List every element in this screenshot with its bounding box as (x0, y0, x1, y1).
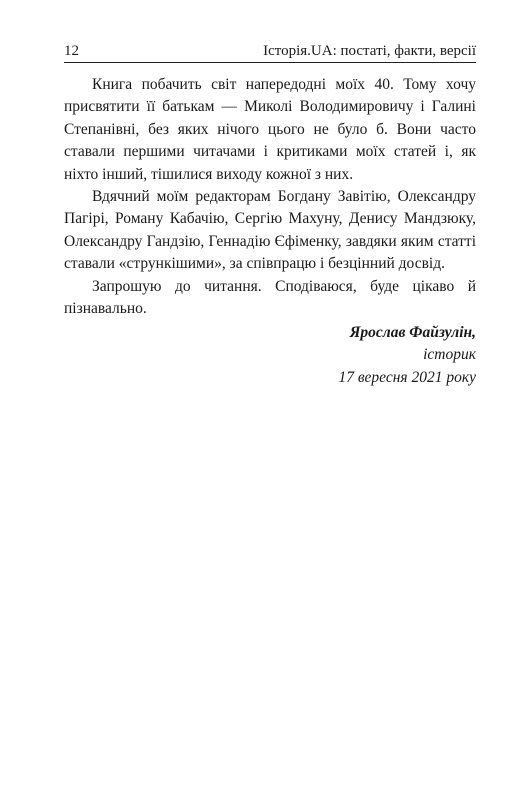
signature-block (176, 322, 476, 389)
running-title: Історія.UA: постаті, факти, версії (263, 43, 476, 59)
paragraph-invitation: Запрошую до читання. Сподіваюся, буде цікаво й пізнавально. (64, 277, 476, 318)
author-name: Ярослав Файзулін, (349, 324, 476, 341)
author-title: історик (423, 346, 476, 364)
body-text (64, 74, 476, 320)
running-header (64, 40, 476, 63)
signature-date: 17 вересня 2021 року (338, 368, 476, 386)
page-number: 12 (64, 43, 79, 59)
paragraph-dedication: Книга побачить світ напередодні моїх 40. Тому хочу присвятити її батькам — Миколі Володимировичу і Галині Степанівні, без яких нічого цього не було б. Вони часто ставали першими читачами і критиками моїх статей і, як ніхто інший, тішилися виходу кожної з них. (64, 76, 476, 183)
paragraph-acknowledgements: Вдячний моїм редакторам Богдану Завітію, Олександру Пагірі, Роману Кабачію, Сергію Махуну, Денису Мандзюку, Олександру Гандзію, Геннадію Єфіменку, завдяки яким статті ставали «стрункішими», за співпрацю і безцінний досвід. (64, 188, 476, 273)
